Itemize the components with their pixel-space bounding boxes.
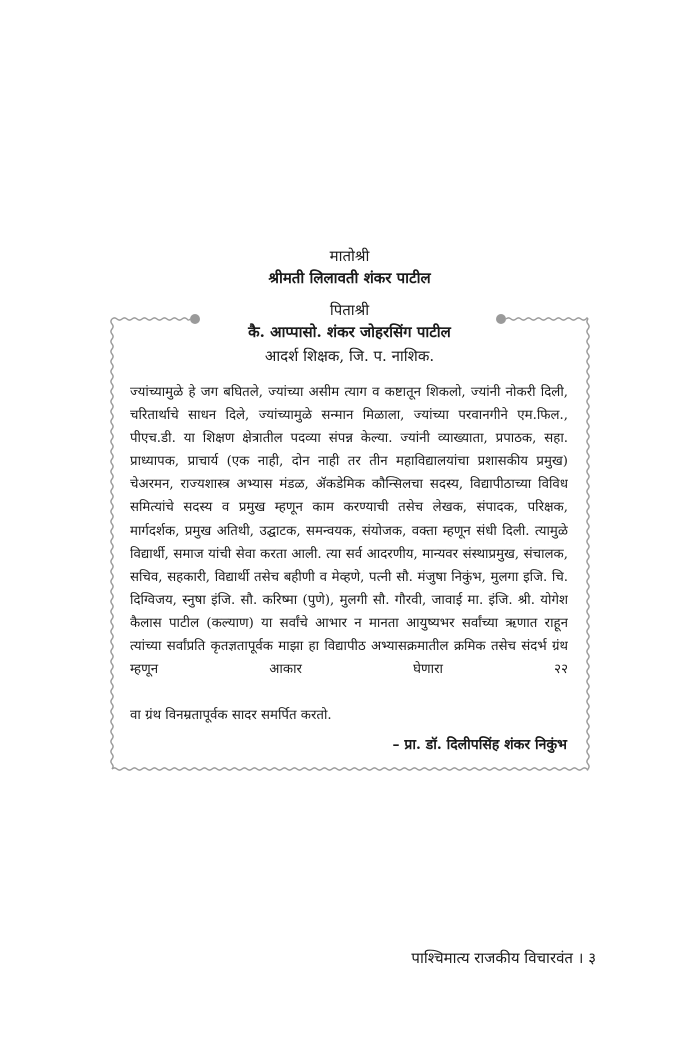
- mother-name: श्रीमती लिलावती शंकर पाटील: [268, 269, 431, 287]
- father-label: पिताश्री: [329, 301, 370, 319]
- father-role: आदर्श शिक्षक, जि. प. नाशिक.: [264, 347, 435, 365]
- frame-bottom-wave: [112, 768, 588, 770]
- frame-right-wave: [587, 319, 589, 769]
- frame-left-wave: [111, 319, 113, 769]
- running-footer: पाश्चिमात्य राजकीय विचारवंत । ३: [411, 949, 596, 967]
- dedication-last-line: वा ग्रंथ विनम्रतापूर्वक सादर समर्पित करतो.: [130, 708, 332, 723]
- mother-label: मातोश्री: [329, 247, 370, 265]
- father-name: कै. आप्पासो. शंकर जोहरसिंग पाटील: [248, 323, 451, 341]
- dedication-paragraph: ज्यांच्यामुळे हे जग बघितले, ज्यांच्या असीम त्याग व कष्टातून शिकलो, ज्यांनी नोकरी दिली, चरितार्थाचे साधन दिले, ज्यांच्यामुळे सन्मान मिळाला, ज्यांच्या परवानगीने एम.फिल., पीएच.डी. या शिक्षण क्षेत्रातील पदव्या संपन्न केल्या. ज्यांनी व्याख्याता, प्रपाठक, सहा. प्राध्यापक, प्राचार्य (एक नाही, दोन नाही तर तीन महाविद्यालयांचा प्रशासकीय प्रमुख) चेअरमन, राज्यशास्त्र अभ्यास मंडळ, ॲकडेमिक कौन्सिलचा सदस्य, विद्यापीठाच्या विविध समित्यांचे सदस्य व प्रमुख म्हणून काम करण्याची तसेच लेखक, संपादक, परिक्षक, मार्गदर्शक, प्रमुख अतिथी, उद्घाटक, समन्वयक, संयोजक, वक्ता म्हणून संधी दिली. त्यामुळे विद्यार्थी, समाज यांची सेवा करता आली. त्या सर्व आदरणीय, मान्यवर संस्थाप्रमुख, संचालक, सचिव, सहकारी, विद्यार्थी तसेच बहीणी व मेव्हणे, पत्नी सौ. मंजुषा निकुंभ, मुलगा इजि. चि. दिग्विजय, स्नुषा इंजि. सौ. करिष्मा (पुणे), मुलगी सौ. गौरवी, जावाई मा. इंजि. श्री. योगेश कैलास पाटील (कल्याण) या सर्वांचे आभार न मानता आयुष्यभर सर्वांच्या ऋणात राहून त्यांच्या सर्वांप्रति कृतज्ञतापूर्वक माझा हा विद्यापीठ अभ्यासक्रमातील क्रमिक तसेच संदर्भ ग्रंथ म्हणून आकार घेणारा २२: [130, 385, 568, 678]
- author-signature: – प्रा. डॉ. दिलीपसिंह शंकर निकुंभ: [392, 737, 567, 753]
